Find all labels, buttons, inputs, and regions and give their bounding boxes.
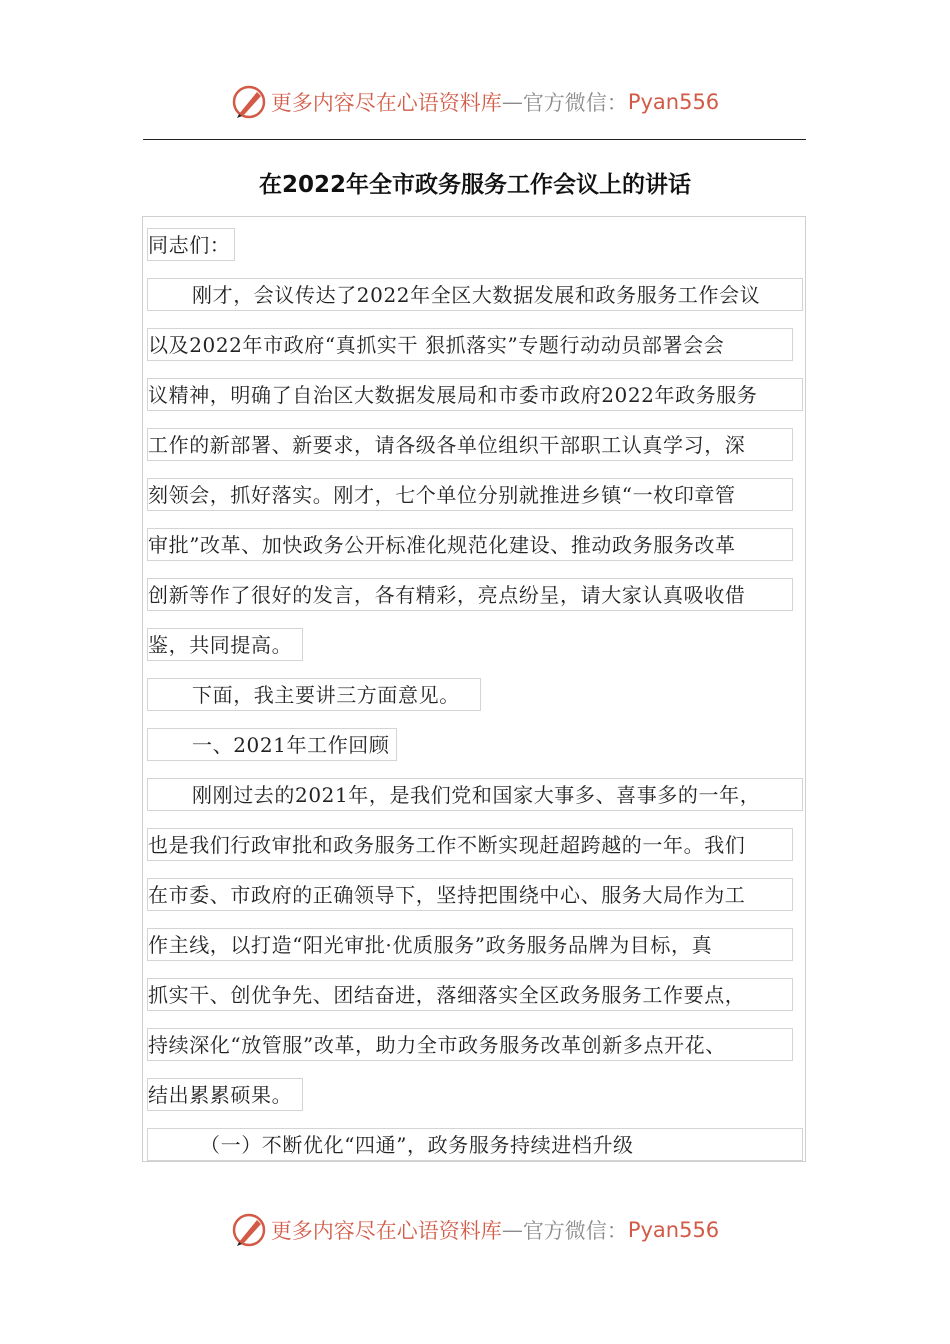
text-line: 以及2022年市政府“真抓实干 狠抓落实”专题行动动员部署会会 [147,328,793,361]
text-line: 刻领会，抓好落实。刚才，七个单位分别就推进乡镇“一枚印章管 [147,478,793,511]
text-line: 下面，我主要讲三方面意见。 [147,678,481,711]
text-line: 持续深化“放管服”改革，助力全市政务服务改革创新多点开花、 [147,1028,793,1061]
subsection-heading: （一）不断优化“四通”，政务服务持续进档升级 [147,1128,803,1161]
text-line: 同志们： [147,228,235,261]
text-line: 创新等作了很好的发言，各有精彩，亮点纷呈，请大家认真吸收借 [147,578,793,611]
watermark-label: 官方微信： [522,91,628,115]
text-line: 工作的新部署、新要求，请各级各单位组织干部职工认真学习，深 [147,428,793,461]
watermark-code: Pyan556 [627,1218,720,1242]
watermark-header [0,84,950,120]
watermark-dash: — [501,90,523,114]
pen-logo-icon [231,84,267,120]
section-heading: 一、2021年工作回顾 [147,728,397,761]
text-line: 在市委、市政府的正确领导下，坚持把围绕中心、服务大局作为工 [147,878,793,911]
watermark-brand: 更多内容尽在心语资料库 [270,1219,502,1243]
text-line: 刚才，会议传达了2022年全区大数据发展和政务服务工作会议 [147,278,803,311]
watermark-dash: — [501,1218,523,1242]
text-line: 作主线，以打造“阳光审批·优质服务”政务服务品牌为目标，真 [147,928,793,961]
text-line: 刚刚过去的2021年，是我们党和国家大事多、喜事多的一年， [147,778,803,811]
text-line: 鉴，共同提高。 [147,628,303,661]
document-title: 在2022年全市政务服务工作会议上的讲话 [258,172,691,198]
text-line: 抓实干、创优争先、团结奋进，落细落实全区政务服务工作要点， [147,978,793,1011]
watermark-code: Pyan556 [627,90,720,114]
watermark-label: 官方微信： [522,1219,628,1243]
watermark-brand: 更多内容尽在心语资料库 [270,91,502,115]
text-line: 议精神，明确了自治区大数据发展局和市委市政府2022年政务服务 [147,378,803,411]
text-line: 审批”改革、加快政务公开标准化规范化建设、推动政务服务改革 [147,528,793,561]
watermark-footer [0,1212,950,1248]
text-line: 结出累累硕果。 [147,1078,303,1111]
pen-logo-icon [231,1212,267,1248]
header-rule [143,139,806,140]
text-line: 也是我们行政审批和政务服务工作不断实现赶超跨越的一年。我们 [147,828,793,861]
